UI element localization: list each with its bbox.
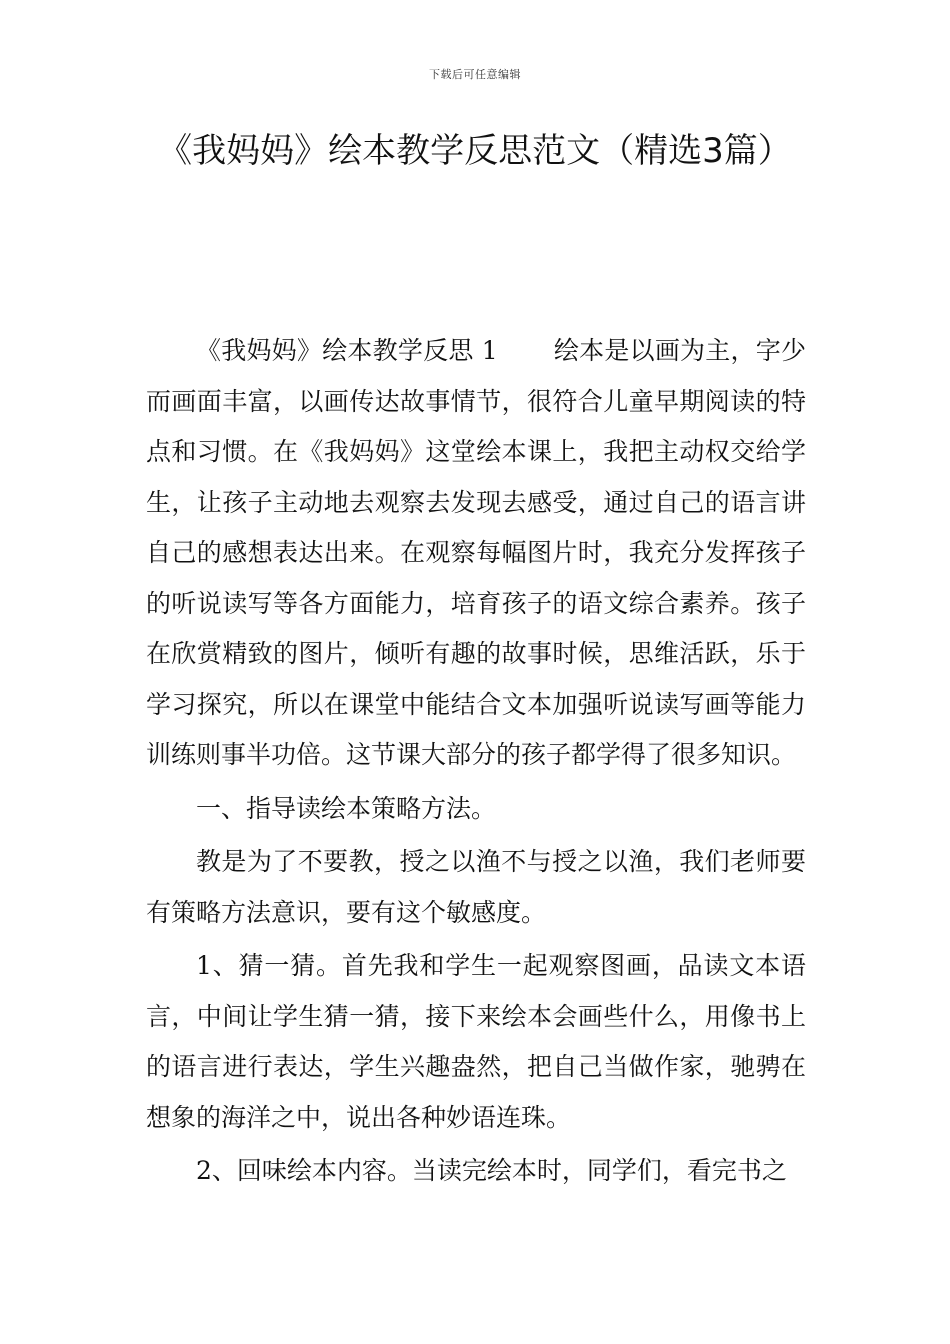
paragraph-text: 绘本是以画为主，字少而画面丰富，以画传达故事情节，很符合儿童早期阅读的特点和习惯。在《我妈妈》这堂绘本课上，我把主动权交给学生，让孩子主动地去观察去发现去感受，通过自己的语言讲自己的感想表达出来。在观察每幅图片时，我充分发挥孩子的听说读写等各方面能力，培育孩子的语文综合素养。孩子在欣赏精致的图片，倾听有趣的故事时候，思维活跃，乐于学习探究，所以在课堂中能结合文本加强听说读写画等能力训练则事半功倍。这节课大部分的孩子都学得了很多知识。 xyxy=(146,336,806,769)
document-title: 《我妈妈》绘本教学反思范文（精选3篇） xyxy=(158,131,792,171)
paragraph: 2、回味绘本内容。当读完绘本时，同学们，看完书之 xyxy=(196,1156,787,1185)
header-note: 下载后可任意编辑 xyxy=(429,68,521,81)
paragraph-intro xyxy=(146,326,806,781)
paragraph: 1、猜一猜。首先我和学生一起观察图画，品读文本语言，中间让学生猜一猜，接下来绘本会画些什么，用像书上的语言进行表达，学生兴趣盎然，把自己当做作家，驰骋在想象的海洋之中，说出各种妙语连珠。 xyxy=(146,951,806,1132)
paragraph: 教是为了不要教，授之以渔不与授之以渔，我们老师要有策略方法意识，要有这个敏感度。 xyxy=(146,847,806,927)
section-heading: 《我妈妈》绘本教学反思 1 xyxy=(196,336,498,365)
paragraph: 一、指导读绘本策略方法。 xyxy=(196,793,497,823)
document-body xyxy=(146,326,806,1200)
